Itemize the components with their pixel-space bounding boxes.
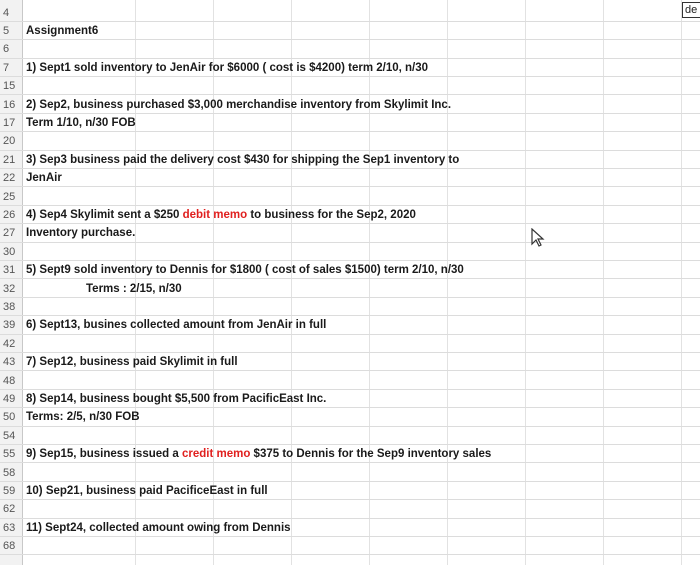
- cell-text[interactable]: [26, 206, 416, 223]
- sheet-row[interactable]: [0, 372, 700, 390]
- row-number[interactable]: 4: [3, 6, 10, 19]
- sheet-row[interactable]: [0, 482, 700, 500]
- text-segment: Inventory purchase.: [26, 227, 136, 240]
- text-segment: 2) Sep2, business purchased $3,000 merchandise inventory from Skylimit Inc.: [26, 98, 452, 111]
- cell-text[interactable]: [26, 151, 459, 168]
- sheet-row[interactable]: [0, 132, 700, 150]
- cell-text[interactable]: [26, 114, 136, 131]
- row-number[interactable]: 55: [3, 448, 16, 461]
- row-number[interactable]: 30: [3, 245, 16, 258]
- highlighted-term: credit memo: [181, 448, 251, 461]
- sheet-row[interactable]: [0, 353, 700, 371]
- text-segment: 9) Sep15, business issued a: [26, 448, 182, 461]
- cell-text[interactable]: [26, 408, 140, 425]
- sheet-row[interactable]: [0, 280, 700, 298]
- text-segment: 8) Sep14, business bought $5,500 from PacificEast Inc.: [26, 392, 327, 405]
- sheet-row[interactable]: [0, 445, 700, 463]
- row-number[interactable]: 25: [3, 190, 16, 203]
- mouse-cursor-icon: [530, 228, 546, 248]
- row-number[interactable]: 38: [3, 300, 16, 313]
- row-number[interactable]: 39: [3, 319, 16, 332]
- cell-text[interactable]: [26, 22, 98, 39]
- highlighted-term: debit memo: [182, 208, 248, 221]
- cell-text[interactable]: [26, 169, 62, 186]
- text-segment: 10) Sep21, business paid PacificeEast in full: [26, 484, 268, 497]
- sheet-row[interactable]: [0, 96, 700, 114]
- row-number[interactable]: 54: [3, 429, 16, 442]
- row-number[interactable]: 43: [3, 356, 16, 369]
- row-number[interactable]: 5: [3, 24, 10, 37]
- sheet-row[interactable]: [0, 243, 700, 261]
- row-number[interactable]: 42: [3, 337, 16, 350]
- sheet-row[interactable]: [0, 4, 700, 22]
- sheet-row[interactable]: [0, 40, 700, 58]
- text-segment: 1) Sept1 sold inventory to JenAir for $6000 ( cost is $4200) term 2/10, n/30: [26, 61, 429, 74]
- text-segment: 7) Sep12, business paid Skylimit in full: [26, 356, 238, 369]
- text-segment: $375 to Dennis for the Sep9 inventory sales: [250, 448, 492, 461]
- sheet-row[interactable]: [0, 298, 700, 316]
- row-number[interactable]: 6: [3, 43, 10, 56]
- sheet-row[interactable]: [0, 427, 700, 445]
- cell-text[interactable]: [26, 390, 326, 407]
- sheet-row[interactable]: [0, 537, 700, 555]
- sheet-row[interactable]: [0, 114, 700, 132]
- sheet-row[interactable]: [0, 408, 700, 426]
- row-number[interactable]: 62: [3, 503, 16, 516]
- text-segment: Terms: 2/5, n/30 FOB: [26, 411, 140, 424]
- text-segment: 4) Sep4 Skylimit sent a $250: [26, 208, 183, 221]
- cell-text[interactable]: [26, 96, 451, 113]
- row-number[interactable]: 50: [3, 411, 16, 424]
- cell-text[interactable]: [26, 316, 326, 333]
- cell-text[interactable]: [26, 59, 428, 76]
- active-cell-editor[interactable]: de: [682, 2, 700, 18]
- cell-text[interactable]: [26, 353, 238, 370]
- row-number[interactable]: 63: [3, 521, 16, 534]
- sheet-row[interactable]: [0, 519, 700, 537]
- cell-text[interactable]: [86, 280, 182, 297]
- row-number[interactable]: 21: [3, 153, 16, 166]
- row-number[interactable]: 31: [3, 264, 16, 277]
- row-number[interactable]: 49: [3, 392, 16, 405]
- sheet-row[interactable]: [0, 151, 700, 169]
- row-number[interactable]: 7: [3, 61, 10, 74]
- row-number[interactable]: 59: [3, 484, 16, 497]
- text-segment: 6) Sept13, busines collected amount from JenAir in full: [26, 319, 327, 332]
- sheet-row[interactable]: [0, 335, 700, 353]
- row-number[interactable]: 26: [3, 208, 16, 221]
- cell-text[interactable]: [26, 519, 291, 536]
- cell-text[interactable]: [26, 224, 135, 241]
- row-number[interactable]: 22: [3, 172, 16, 185]
- sheet-row[interactable]: [0, 169, 700, 187]
- text-segment: Term 1/10, n/30 FOB: [26, 116, 136, 129]
- text-segment: Terms : 2/15, n/30: [86, 282, 182, 295]
- sheet-row[interactable]: [0, 390, 700, 408]
- cell-text[interactable]: [26, 482, 268, 499]
- text-segment: to business for the Sep2, 2020: [247, 208, 416, 221]
- row-number[interactable]: 17: [3, 116, 16, 129]
- text-segment: Assignment6: [26, 24, 99, 37]
- row-number[interactable]: 48: [3, 374, 16, 387]
- sheet-row[interactable]: [0, 206, 700, 224]
- cell-text[interactable]: [26, 445, 491, 462]
- sheet-row[interactable]: [0, 77, 700, 95]
- sheet-row[interactable]: [0, 59, 700, 77]
- text-segment: 5) Sept9 sold inventory to Dennis for $1800 ( cost of sales $1500) term 2/10, n/30: [26, 264, 464, 277]
- text-segment: 11) Sept24, collected amount owing from Dennis: [26, 521, 291, 534]
- row-number[interactable]: 16: [3, 98, 16, 111]
- sheet-row[interactable]: [0, 464, 700, 482]
- text-segment: JenAir: [26, 172, 62, 185]
- row-number[interactable]: 58: [3, 466, 16, 479]
- row-number[interactable]: 20: [3, 135, 16, 148]
- row-number[interactable]: 15: [3, 80, 16, 93]
- sheet-row[interactable]: [0, 224, 700, 242]
- sheet-row[interactable]: [0, 316, 700, 334]
- sheet-row[interactable]: [0, 188, 700, 206]
- row-number[interactable]: 68: [3, 540, 16, 553]
- row-number[interactable]: 27: [3, 227, 16, 240]
- text-segment: 3) Sep3 business paid the delivery cost $430 for shipping the Sep1 inventory to: [26, 153, 460, 166]
- row-number[interactable]: 32: [3, 282, 16, 295]
- sheet-row[interactable]: [0, 500, 700, 518]
- sheet-row[interactable]: [0, 261, 700, 279]
- cell-text[interactable]: [26, 261, 464, 278]
- sheet-row[interactable]: [0, 22, 700, 40]
